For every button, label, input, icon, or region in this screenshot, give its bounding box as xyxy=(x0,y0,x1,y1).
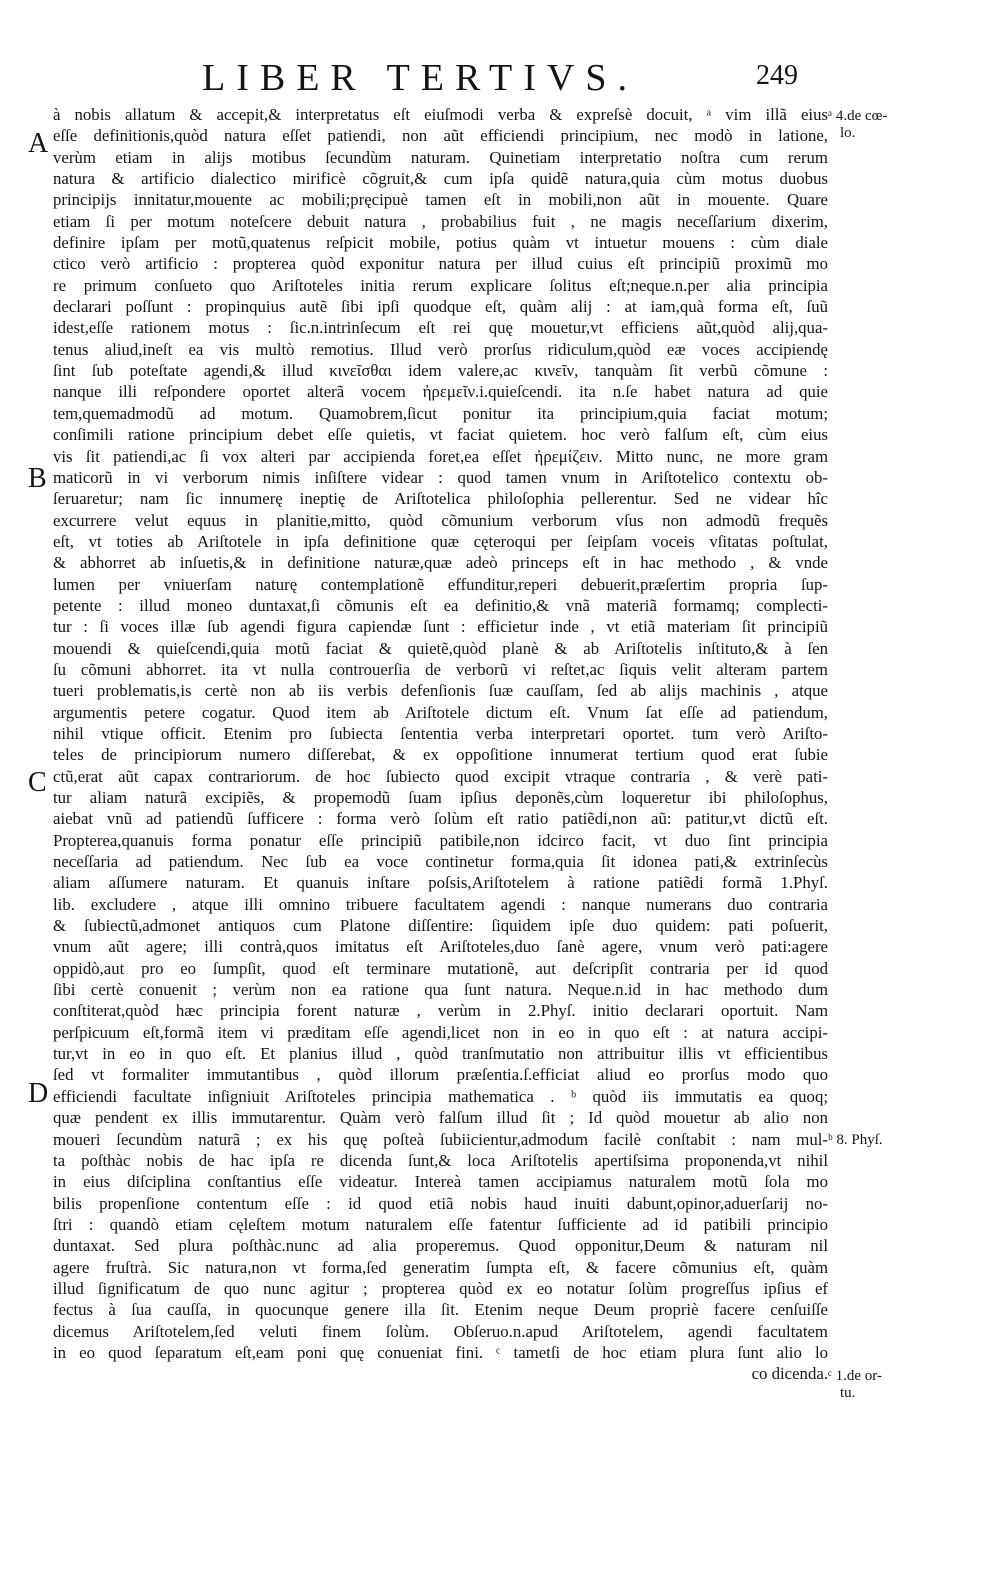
text-line: nanque illi reſpondere oportet alterã vocem ἠρεμεῖν.i.quieſcendi. ita n.ſe habet natura ad quie xyxy=(53,382,828,402)
text-line: declarari poſſunt : propinquius autẽ ſibi ipſi quodque eſt, quàm alij : at iam,quà forma eſt, ſuũ xyxy=(53,297,828,317)
margin-note-line: lo. xyxy=(840,125,856,141)
text-line: ſu cõmuni abhorret. ita vt nulla controuerſia de verborũ vi reſtet,ac ſiquis velit alteram partem xyxy=(53,659,828,679)
text-line: co dicenda. xyxy=(751,1364,828,1384)
text-line: ta poſthàc nobis de hac ipſa re dicenda ſunt,& loca Ariſtotelis apertiſsima proponenda,vt nihil xyxy=(53,1150,828,1170)
text-line: bilis propenſione contentum eſſe : id quod etiã nobis haud inuiti dabunt,opinor,aduerſarij no- xyxy=(53,1193,828,1213)
text-line: idest,eſſe rationem motus : ſic.n.intrinſecum eſt rei quę mouetur,vt efficiens aũt,quòd alij,qua- xyxy=(53,318,828,338)
text-line: lib. excludere , atque illi omnino tribuere facultatem agendi : nanque numerans duo contraria xyxy=(53,894,828,914)
margin-note-line: tu. xyxy=(840,1385,856,1401)
section-letter-c: C xyxy=(28,767,47,798)
text-line: duntaxat. Sed plura poſthàc.nunc ad alia properemus. Quod opponitur,Deum & naturam nil xyxy=(53,1236,828,1256)
margin-note-de-caelo xyxy=(828,108,998,142)
text-line: aliam aſſumere naturam. Et quanuis inſtare poſsis,Ariſtotelem à ratione patiẽdi formã 1.Phyſ. xyxy=(53,873,828,893)
text-line: ſeruaretur; nam ſic innumerę ineptię de Ariſtotelica philoſophia pellerentur. Sed ne videar hîc xyxy=(53,489,828,509)
text-line: tem,quemadmodũ ad motum. Quamobrem,ſicut ponitur ita principium,quia faciat motum; xyxy=(53,403,828,423)
text-line: ctico verò artificio : propterea quòd exponitur natura per illud cuius eſt principiũ proximũ mo xyxy=(53,254,828,274)
text-line: etiam ſi per motum noteſcere debuit natura , probabilius fuit , ne magis neceſſarium dixerim, xyxy=(53,211,828,231)
text-line: dicemus Ariſtotelem,ſed veluti finem ſolùm. Obſeruo.n.apud Ariſtotelem, agendi facultatem xyxy=(53,1321,828,1341)
text-line: aiebat vnũ ad patiendũ ſufficere : forma verò ſolùm eſt ratio patiẽdi,non aũ: patitur,vt dictũ eſt. xyxy=(53,809,828,829)
text-line: agere fruſtrà. Sic natura,non vt forma,ſed generatim ſumpta eſt, & facere cõmunius eſt, quàm xyxy=(53,1257,828,1277)
margin-note-line: ᶜ 1.de or- xyxy=(828,1368,882,1384)
text-line: nihil vtique officit. Etenim pro ſubiecta ſententia verba interpretari oportet. tum verò Ariſto- xyxy=(53,723,828,743)
text-line: efficiendi facultate inſigniuit Ariſtoteles principia mathematica . ᵇ quòd iis immutatis ea quoq; xyxy=(53,1086,828,1106)
text-line: ſibi certè conuenit ; verùm non ea ratione qua ſunt natura. Neque.n.id in hac methodo dum xyxy=(53,980,828,1000)
text-line: eſt, vt toties ab Ariſtotele in ipſa definitione quæ cęteroqui per ſeipſam voceis vſitatas poſtulat, xyxy=(53,531,828,551)
section-letter-b: B xyxy=(28,463,47,494)
text-line: & ſubiectũ,admonet antiquos cum Platone diſſentire: ſiquidem ipſe duo quidem: pati poſuerit, xyxy=(53,916,828,936)
text-line: lumen per vniuerſam naturę contemplationẽ effunditur,reperi debuerit,præſertim propria ſup- xyxy=(53,574,828,594)
text-line: ſtri : quandò etiam cęleſtem motum naturalem eſſe fatentur ſufficiente ad id patibili principio xyxy=(53,1214,828,1234)
text-line: quæ pendent ex illis immutarentur. Quàm verò falſum illud ſit ; Id quòd mouetur ab alio non xyxy=(53,1108,828,1128)
text-line: natura & artificio dialectico mirificè cõgruit,& cum ipſa quidẽ natura,quia cùm motus duobus xyxy=(53,169,828,189)
text-line: verùm etiam in alijs motibus ſecundùm naturam. Quinetiam interpretatio noſtra cum rerum xyxy=(53,147,828,167)
text-line: ctũ,erat aũt capax contrariorum. de hoc ſubiecto quod excipit vtraque contraria , & verè pati- xyxy=(53,766,828,786)
text-line: definire ipſam per motũ,quatenus reſpicit mobile, potius quàm vt intuetur mouens : cùm diale xyxy=(53,233,828,253)
page-number: 249 xyxy=(756,60,798,91)
text-line: perſpicuum eſt,formã item vi præditam eſſe agendi,licet non in eo in quo eſt : at natura accipi- xyxy=(53,1022,828,1042)
text-line: neceſſaria ad patiendum. Nec ſub ea voce continetur forma,quia ſit idonea pati,& extrinſecùs xyxy=(53,852,828,872)
text-line: in eius diſciplina conſtantius eſſe videatur. Intereà tamen accipiamus naturalem motũ ſola mo xyxy=(53,1172,828,1192)
text-line: ſint ſub poteſtate agendi,& illud κινεῖσθαι idem valere,ac κινεῖν, tanquàm ſit verbũ cõmune : xyxy=(53,361,828,381)
text-line: eſſe definitionis,quòd natura eſſet patiendi, non aũt efficiendi principium, nec modò in latione, xyxy=(53,126,828,146)
text-line: Propterea,quanuis forma ponatur eſſe principiũ patibile,non idcirco facit, vt duo ſint principia xyxy=(53,830,828,850)
text-line: in eo quod ſeparatum eſt,eam poni quę conueniat fini. ᶜ tametſi de hoc etiam plura ſunt alio lo xyxy=(53,1342,828,1362)
body-text xyxy=(53,104,828,1385)
text-line: principijs innitatur,mouente ac mobili;pręcipuè tamen eſt in mobili,non aũt in mouente. Quare xyxy=(53,190,828,210)
section-letter-a: A xyxy=(28,128,49,159)
text-line: vnum aũt agere; illi contrà,quos imitatus eſt Ariſtoteles,duo ſanè agere, vnum verò pati:agere xyxy=(53,937,828,957)
text-line: excurrere velut equus in planitie,mitto, quòd cõmunium verborum vſus non admodũ frequẽs xyxy=(53,510,828,530)
text-line: fectus à ſua cauſſa, in quocunque genere illa ſit. Etenim neque Deum propriè facere cenſuiſſe xyxy=(53,1300,828,1320)
text-line: tenus aliud,ineſt ea vis multò remotius. Illud verò prorſus ridiculum,quòd eæ voces accipiendę xyxy=(53,339,828,359)
text-line: à nobis allatum & accepit,& interpretatus eſt eiuſmodi verba & expreſsè docuit, ᵃ vim illã eius xyxy=(53,105,828,124)
margin-note-line: ᵃ 4.de cœ- xyxy=(828,108,888,124)
text-line: tueri problematis,is certè non ab iis verbis defenſionis ſuæ cauſſam, ſed ab alijs machinis , atque xyxy=(53,681,828,701)
text-line: re primum conſueto quo Ariſtoteles initia rerum explicare ſolitus eſt;neque.n.per alia principia xyxy=(53,275,828,295)
section-letter-d: D xyxy=(28,1078,49,1109)
margin-note-de-ortu xyxy=(828,1368,998,1402)
text-line: tur aliam naturã excipiẽs, & propemodũ ſuam ipſius deponẽs,cùm loqueretur ibi philoſophus, xyxy=(53,788,828,807)
margin-note-line: ᵇ 8. Phyſ. xyxy=(828,1132,883,1148)
text-line: moueri ſecundùm naturã ; ex his quę poſteà ſubiicientur,admodum facilè conſtabit : nam mul- xyxy=(53,1129,828,1149)
text-line: ſed vt formaliter immutantibus , quòd illorum præſentia.ſ.efficiat aliud eo prorſus modo quo xyxy=(53,1065,828,1085)
margin-note-physica xyxy=(828,1132,998,1149)
text-line: & abhorret ab inſuetis,& in definitione naturæ,quæ adeò princeps eſt in hac methodo , & vnde xyxy=(53,553,828,573)
text-line: oppidò,aut pro eo ſumpſit, quod eſt terminare mutationẽ, aut deſcripſit contraria per id quod xyxy=(53,958,828,978)
text-line: conſtiterat,quòd hæc principia forent naturæ , verùm in 2.Phyſ. initio declarari oportuit. Nam xyxy=(53,1001,828,1021)
text-line: argumentis petere cogatur. Quod item ab Ariſtotele dictum eſt. Vnum ſat eſſe ad patiendum, xyxy=(53,702,828,722)
text-line: conſimili ratione principium debet eſſe quietis, vt faciat quietem. hoc verò falſum eſt, cùm eius xyxy=(53,425,828,445)
text-line: mouendi & quieſcendi,quia motũ faciat & quietẽ,quòd planè & ab Ariſtotelis inſtituto,& à ſen xyxy=(53,638,828,658)
text-line: maticorũ in vi verborum nimis inſiſtere videar : quod tamen vnum in Ariſtotelico contextu ob- xyxy=(53,467,828,487)
running-head: LIBER TERTIVS. xyxy=(201,57,638,99)
text-line: vis ſit patiendi,ac ſi vox alteri par accipienda foret,ea eſſet ἠρεμίζειν. Mitto nunc, ne more gram xyxy=(53,446,828,466)
text-line: tur : ſi voces illæ ſub agendi figura capiendæ ſunt : efficietur inde , vt etiã materiam ſit principiũ xyxy=(53,617,828,637)
text-line: petente : illud moneo duntaxat,ſi cõmunis eſt ea definitio,& vnã materiã formamq; complecti- xyxy=(53,595,828,615)
text-line: tur,vt in eo in quo eſt. Et planius illud , quòd tranſmutatio non attribuitur illis vt efficientibus xyxy=(53,1044,828,1064)
text-line: illud ſignificatum de quo nunc agitur ; propterea quòd ex eo notatur ſolùm progreſſus ipſius ef xyxy=(53,1278,828,1298)
text-line: teles de principiorum numero diſſerebat, & ex oppoſitione innumerat tertium quod erat ſubie xyxy=(53,745,828,765)
